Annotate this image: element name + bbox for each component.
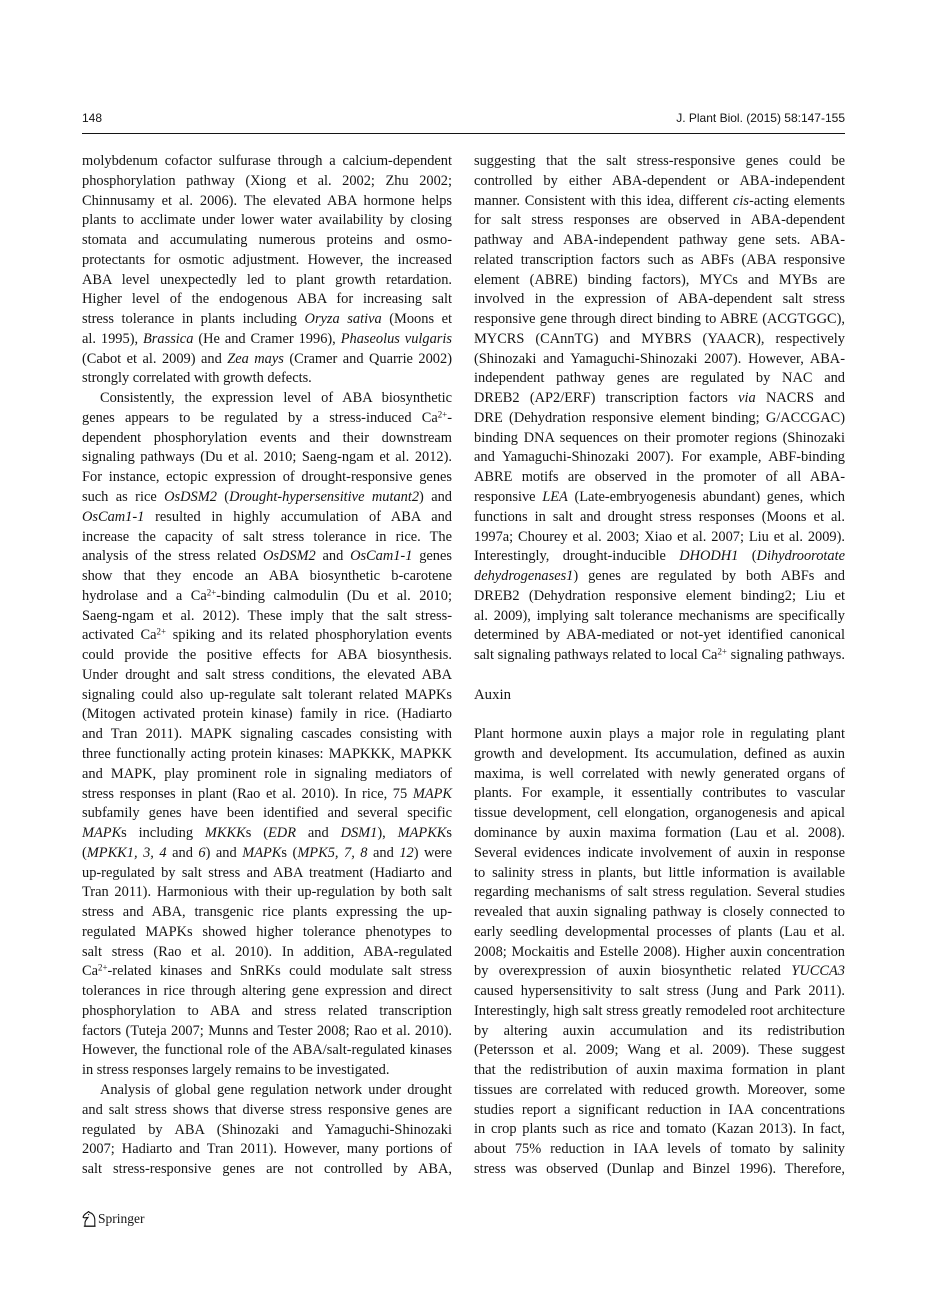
italic-run: Oryza sativa	[304, 311, 382, 328]
page-number: 148	[82, 111, 103, 125]
text-line: increase the capacity of salt stress tolerance in rice. The	[82, 528, 452, 545]
italic-run: MPKK1, 3, 4	[86, 844, 167, 861]
text-line: Saeng-ngam et al. 2012). These imply that the salt stress-	[82, 607, 452, 624]
text-run: ) and	[419, 489, 453, 506]
publisher-footer	[82, 1210, 145, 1228]
text-line: salt stress (Rao et al. 2010). In addition, ABA-regulated	[82, 943, 452, 960]
text-line: three functionally acting protein kinases: MAPKKK, MAPKK	[82, 745, 452, 762]
text-run: manner. Consistent with this idea, different	[474, 192, 734, 209]
text-line	[82, 547, 452, 567]
text-line: show that they encode an ABA biosynthetic b-carotene	[82, 568, 452, 585]
text-line: phosphorylation to ABA and stress related transcription	[82, 1002, 452, 1019]
text-run: and	[296, 825, 341, 842]
text-line: Analysis of global gene regulation network under drought	[100, 1081, 452, 1098]
text-line: Plant hormone auxin plays a major role in regulating plant	[474, 726, 845, 743]
text-line: about 75% reduction in IAA levels of tomato by salinity	[474, 1141, 845, 1158]
text-line: for salt stress responses are observed in ABA-dependent	[474, 212, 845, 229]
text-line: functions in salt and drought stress responses (Moons et al.	[474, 508, 845, 525]
italic-run: MAPK	[82, 825, 122, 842]
text-line: determined by ABA-mediated or not-yet identified canonical	[474, 627, 845, 644]
text-run: NACRS and	[755, 390, 846, 407]
text-run: ) were	[413, 844, 452, 861]
text-line: dependent phosphorylation events and their downstream	[82, 429, 452, 446]
italic-run: via	[738, 390, 756, 407]
text-line: in crop plants such as rice and tomato (Kazan 2013). In fact,	[474, 1121, 845, 1138]
text-run: (He and Cramer 1996),	[193, 330, 341, 347]
italic-run: Drought-hypersensitive mutant2	[229, 489, 420, 506]
text-run: s (	[281, 844, 298, 861]
italic-run: MAPK	[242, 844, 282, 861]
superscript: 2+	[206, 587, 217, 598]
text-line: element (ABRE) binding factors), MYCs and MYBs are	[474, 271, 845, 288]
text-line: independent pathway genes are regulated by NAC and	[474, 370, 845, 387]
text-run: (	[82, 844, 87, 861]
text-run: such as rice	[82, 489, 165, 506]
italic-run: cis	[733, 192, 750, 209]
text-line	[82, 844, 452, 864]
text-line: tissues are correlated with reduced growth. Moreover, some	[474, 1081, 845, 1098]
text-run: and	[315, 548, 351, 565]
text-line: in stress responses largely remains to be investigated.	[82, 1062, 390, 1079]
text-line: 2008; Mockaitis and Estelle 2008). Higher auxin concentration	[474, 943, 845, 960]
text-line: ABRE motifs are observed in the promoter of all ABA-	[474, 469, 845, 486]
text-line	[82, 962, 452, 982]
text-line: However, the functional role of the ABA/salt-regulated kinases	[82, 1042, 452, 1059]
text-line	[82, 488, 452, 508]
text-run: activated Ca	[82, 627, 157, 644]
text-line: maxima, is well correlated with newly generated organs of	[474, 765, 845, 782]
text-line	[474, 567, 845, 587]
text-line: signaling pathways (Du et al. 2010; Saeng-ngam et al. 2012).	[82, 449, 452, 466]
section-heading: Auxin	[474, 686, 511, 703]
header-rule	[82, 133, 845, 134]
text-run: s including	[121, 825, 205, 842]
text-line: regarding mechanisms of salt stress regulation. Several studies	[474, 884, 845, 901]
text-line: stress was observed (Dunlap and Binzel 1996). Therefore,	[474, 1161, 845, 1177]
text-line: stress and ABA, transgenic rice plants expressing the up-	[82, 904, 452, 921]
italic-run: DSM1	[340, 825, 378, 842]
text-run: and	[367, 844, 400, 861]
paragraph	[82, 1081, 452, 1180]
text-line: signaling could also up-regulate salt tolerant related MAPKs	[82, 686, 452, 703]
text-line: salt stress-responsive genes are not controlled by ABA,	[82, 1161, 452, 1178]
text-run: (	[216, 489, 230, 506]
italic-run: LEA	[542, 489, 568, 506]
text-line	[474, 192, 845, 212]
text-line: plants to acclimate under lower water availability by closing	[82, 212, 452, 229]
text-line: tissue development, cell elongation, organogenesis and apical	[474, 805, 845, 822]
text-run: genes appears to be regulated by a stress-induced Ca	[82, 409, 438, 426]
text-run: al. 1995),	[82, 330, 144, 347]
text-line: (Shinozaki and Yamaguchi-Shinozaki 2007). However, ABA-	[474, 350, 845, 367]
journal-citation: J. Plant Biol. (2015) 58:147-155	[676, 111, 845, 125]
text-line: tolerances in rice through altering gene expression and direct	[82, 983, 452, 1000]
text-line	[82, 508, 452, 528]
text-line	[474, 488, 845, 508]
italic-run: 6	[198, 844, 206, 861]
text-line	[82, 824, 452, 844]
text-run: DREB2 (AP2/ERF) transcription factors	[474, 390, 739, 407]
text-run: signaling pathways.	[726, 647, 845, 664]
paragraph	[474, 725, 845, 1180]
italic-run: DHODH1	[679, 548, 739, 565]
italic-run: EDR	[268, 825, 296, 842]
text-run: (	[738, 548, 757, 565]
paragraph	[82, 152, 452, 389]
italic-run: MAPK	[412, 785, 452, 802]
text-line	[474, 547, 845, 567]
text-run: (Cabot et al. 2009) and	[82, 350, 228, 367]
text-run: by overexpression of auxin biosynthetic related	[474, 963, 792, 980]
text-run: ) and	[205, 844, 243, 861]
text-run: and	[166, 844, 199, 861]
text-run: Interestingly, drought-inducible	[474, 548, 680, 565]
text-line: revealed that auxin signaling pathway is closely connected to	[474, 904, 845, 921]
text-line	[82, 626, 452, 646]
text-line: 2007; Hadiarto and Tran 2011). However, many portions of	[82, 1141, 452, 1158]
text-line: molybdenum cofactor sulfurase through a calcium-dependent	[82, 153, 452, 169]
text-line: regulated MAPKs showed higher tolerance phenotypes to	[82, 923, 452, 940]
text-line: subfamily genes have been identified and several specific	[82, 805, 452, 822]
italic-run: MKKK	[204, 825, 246, 842]
italic-run: dehydrogenases1	[474, 568, 574, 585]
text-run: ) genes are regulated by both ABFs and	[573, 568, 845, 585]
italic-run: MPK5, 7, 8	[297, 844, 368, 861]
springer-horse-icon	[82, 1211, 96, 1227]
italic-run: Zea mays	[227, 350, 284, 367]
text-line: MYCRS (CAnnTG) and MYBRS (YAACR), respectively	[474, 330, 845, 347]
italic-run: Brassica	[143, 330, 194, 347]
text-run: hydrolase and a Ca	[82, 587, 207, 604]
text-run: analysis of the stress related	[82, 548, 263, 565]
text-run: Ca	[82, 963, 98, 980]
text-run: -acting elements	[749, 192, 845, 209]
text-line: al. 2009), implying salt tolerance mechanisms are specifically	[474, 607, 845, 624]
text-line: suggesting that the salt stress-responsive genes could be	[474, 153, 845, 169]
text-line: Interestingly, high salt stress greatly remodeled root architecture	[474, 1002, 845, 1019]
text-line: binding DNA sequences on their promoter regions (Shinozaki	[474, 429, 845, 446]
text-line: and MAPK, play prominent role in signaling mediators of	[82, 765, 452, 782]
text-line: (Petersson et al. 2009; Wang et al. 2009). These suggest	[474, 1042, 845, 1059]
text-line: protectants for osmotic adjustment. However, the increased	[82, 251, 452, 268]
text-line: related transcription factors such as ABFs (ABA responsive	[474, 251, 845, 268]
text-line: and Yamaguchi-Shinozaki 2007). For example, ABF-binding	[474, 449, 845, 466]
italic-run: YUCCA3	[791, 963, 845, 980]
text-line	[82, 330, 452, 350]
paragraph	[474, 152, 845, 666]
text-line: and salt stress shows that diverse stress responsive genes are	[82, 1101, 452, 1118]
text-line: Chinnusamy et al. 2006). The elevated ABA hormone helps	[82, 192, 452, 209]
text-line: Tran 2011). Harmonious with their up-regulation by both salt	[82, 884, 452, 901]
superscript: 2+	[98, 962, 108, 973]
italic-run: MAPKK	[397, 825, 447, 842]
text-run: -related kinases and SnRKs could modulate salt stress	[107, 963, 452, 980]
text-line: ABA level unexpectedly led to plant growth retardation.	[82, 271, 452, 288]
text-line	[82, 587, 452, 607]
italic-run: OsCam1-1	[350, 548, 413, 565]
superscript: 2+	[437, 409, 448, 420]
text-line: regulated by ABA (Shinozaki and Yamaguchi-Shinozaki	[82, 1121, 452, 1138]
italic-run: 12	[399, 844, 414, 861]
text-line: studies report a significant reduction in IAA concentrations	[474, 1101, 845, 1118]
text-line: 1997a; Chourey et al. 2003; Xiao et al. 2007; Liu et al. 2009).	[474, 528, 845, 545]
text-run: responsive	[474, 489, 543, 506]
text-line: involved in the expression of ABA-dependent salt stress	[474, 291, 845, 308]
text-line	[82, 350, 452, 370]
text-run: stress responses in plant (Rao et al. 2010). In rice, 75	[82, 785, 413, 802]
text-line: by altering auxin accumulation and its redistribution	[474, 1022, 845, 1039]
text-line: that the redistribution of auxin maxima formation in plant	[474, 1062, 845, 1079]
text-line: plants. For example, it essentially contributes to vascular	[474, 785, 845, 802]
text-run: resulted in highly accumulation of ABA and	[144, 508, 452, 525]
text-line: (Mitogen activated protein kinase) family in rice. (Hadiarto	[82, 706, 452, 723]
text-line	[474, 646, 845, 666]
text-run: salt signaling pathways related to local Ca	[474, 647, 718, 664]
text-run: ),	[377, 825, 398, 842]
text-run: -binding calmodulin (Du et al. 2010;	[216, 587, 453, 604]
publisher-name: Springer	[98, 1211, 145, 1226]
right-column	[474, 152, 845, 1180]
italic-run: OsDSM2	[164, 489, 217, 506]
italic-run: Phaseolus vulgaris	[340, 330, 452, 347]
text-line: pathway and ABA-independent pathway gene sets. ABA-	[474, 232, 845, 249]
left-column	[82, 152, 452, 1180]
text-line: could provide the positive effects for ABA biosynthesis.	[82, 647, 452, 664]
text-line: early seedling developmental processes of plants (Lau et al.	[474, 923, 845, 940]
text-line: strongly correlated with growth defects.	[82, 370, 312, 387]
superscript: 2+	[156, 626, 167, 637]
text-line: responsive gene through direct binding to ABRE (ACGTGGC),	[474, 311, 845, 328]
text-line	[82, 785, 452, 805]
text-run: s	[446, 825, 452, 842]
text-line: and Tran 2011). MAPK signaling cascades consisting with	[82, 726, 452, 743]
text-line	[474, 962, 845, 982]
text-line: caused hypersensitivity to salt stress (Jung and Park 2011).	[474, 983, 845, 1000]
text-line: growth and development. Its accumulation, defined as auxin	[474, 745, 845, 762]
text-line	[82, 310, 452, 330]
paragraph	[82, 389, 452, 1081]
text-line: dominance by auxin maxima formation (Lau et al. 2008).	[474, 824, 845, 841]
text-line: For instance, ectopic expression of drought-responsive genes	[82, 469, 452, 486]
italic-run: Dihydroorotate	[756, 548, 846, 565]
text-run: -	[447, 409, 452, 426]
italic-run: OsDSM2	[262, 548, 316, 565]
text-run: (Moons et	[381, 311, 453, 328]
text-line: Under drought and salt stress conditions, the elevated ABA	[82, 666, 452, 683]
text-line: stomata and accumulating numerous proteins and osmo-	[82, 232, 452, 249]
text-line: to salinity stress in plants, but little information is available	[474, 864, 845, 881]
text-run: (Late-embryogenesis abundant) genes, which	[567, 489, 845, 506]
text-line: DRE (Dehydration responsive element binding; G/ACCGAC)	[474, 409, 845, 426]
text-run: stress tolerance in plants including	[82, 311, 305, 328]
text-line	[82, 409, 452, 429]
text-line	[474, 389, 845, 409]
italic-run: OsCam1-1	[82, 508, 145, 525]
text-line: phosphorylation pathway (Xiong et al. 2002; Zhu 2002;	[82, 172, 452, 189]
text-run: s (	[245, 825, 269, 842]
text-run: genes	[412, 548, 452, 565]
text-line: up-regulated by salt stress and ABA treatment (Hadiarto and	[82, 864, 452, 881]
text-line: controlled by either ABA-dependent or ABA-independent	[474, 172, 845, 189]
text-run: (Cramer and Quarrie 2002)	[283, 350, 452, 367]
text-line: DREB2 (Dehydration responsive element binding2; Liu et	[474, 587, 845, 604]
text-line: Higher level of the endogenous ABA for increasing salt	[82, 291, 452, 308]
text-line: factors (Tuteja 2007; Munns and Tester 2008; Rao et al. 2010).	[82, 1022, 452, 1039]
text-line: Several evidences indicate involvement of auxin in response	[474, 844, 845, 861]
text-line: Consistently, the expression level of ABA biosynthetic	[100, 390, 452, 407]
text-run: spiking and its related phosphorylation events	[166, 627, 452, 644]
superscript: 2+	[717, 646, 727, 657]
running-header	[82, 110, 845, 126]
